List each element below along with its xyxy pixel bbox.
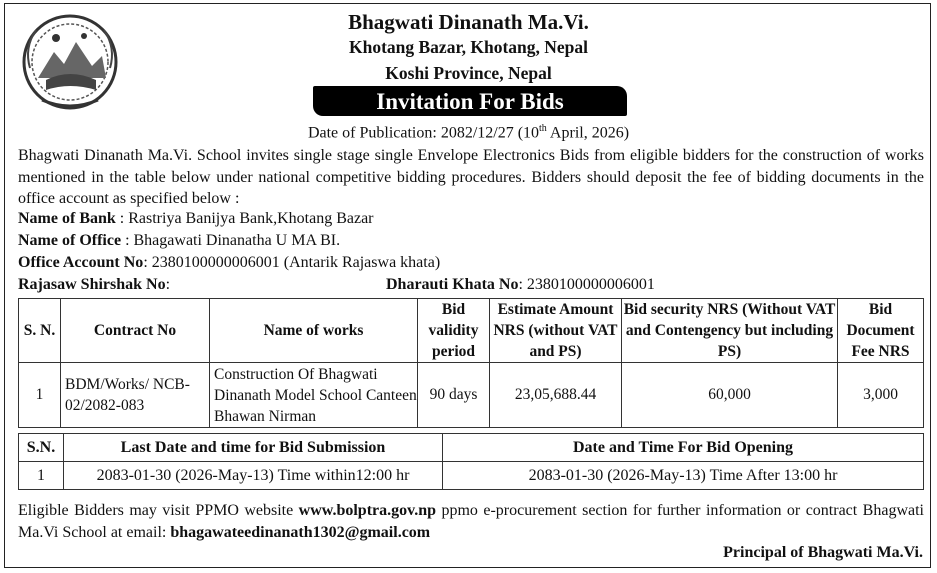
cell-bid-security: 60,000: [622, 363, 838, 428]
works-table-header: [19, 299, 924, 363]
intro-paragraph: Bhagwati Dinanath Ma.Vi. School invites single stage single Envelope Electronics Bids from eligible bidders for the construction of works mentioned in the table below under national competitive bidding procedures. Bidders should deposit the fee of bidding documents in the office account as specified below :: [18, 147, 924, 207]
publication-date: Date of Publication: 2082/12/27 (10th April, 2026): [307, 123, 630, 142]
address-line-1: Khotang Bazar, Khotang, Nepal: [348, 37, 589, 57]
cell-name-of-works: Construction Of Bhagwati Dinanath Model School Canteen Bhawan Nirman: [210, 363, 418, 428]
cell-validity: 90 days: [418, 363, 490, 428]
cell-contract-no: BDM/Works/ NCB-02/2082-083: [61, 363, 210, 428]
dates-table: [18, 433, 924, 490]
banner-title: Invitation For Bids: [313, 86, 627, 116]
bank-line: Name of Bank : Rastriya Banijya Bank,Khotang Bazar: [18, 210, 374, 227]
signature: Principal of Bhagwati Ma.Vi.: [723, 544, 923, 561]
dates-table-header: [19, 434, 924, 462]
email-link[interactable]: bhagawateedinanath1302@gmail.com: [170, 523, 431, 541]
col-doc-fee: Bid Document Fee NRS: [838, 299, 924, 363]
col-opening: Date and Time For Bid Opening: [443, 434, 924, 462]
cell-sn: 1: [19, 363, 61, 428]
works-table: [18, 298, 924, 428]
col-sn: S. N.: [19, 299, 61, 363]
col-sn: S.N.: [19, 434, 64, 462]
col-contract-no: Contract No: [61, 299, 210, 363]
dharauti-line: Dharauti Khata No: 2380100000006001: [386, 276, 655, 293]
table-row: [19, 363, 924, 428]
col-submission: Last Date and time for Bid Submission: [64, 434, 443, 462]
cell-submission: 2083-01-30 (2026-May-13) Time within12:00 hr: [64, 462, 443, 490]
table-row: [19, 462, 924, 490]
address-line-2: Koshi Province, Nepal: [385, 63, 552, 83]
website-link[interactable]: www.bolptra.gov.np: [298, 502, 437, 519]
account-line: Office Account No: 2380100000006001 (Antarik Rajaswa khata): [18, 254, 441, 271]
footer-paragraph: Eligible Bidders may visit PPMO website www.bolptra.gov.np ppmo e-procurement section for further information or contract Bhagwati Ma.Vi School at email: bhagawateedinanath1302@gmail.com: [18, 502, 924, 541]
col-bid-security: Bid security NRS (Without VAT and Contengency but including PS): [622, 299, 838, 363]
col-name-of-works: Name of works: [210, 299, 418, 363]
col-validity: Bid validity period: [418, 299, 490, 363]
cell-estimate: 23,05,688.44: [490, 363, 622, 428]
school-name: Bhagwati Dinanath Ma.Vi.: [348, 10, 589, 34]
col-estimate: Estimate Amount NRS (without VAT and PS): [490, 299, 622, 363]
cell-sn: 1: [19, 462, 64, 490]
rajasaw-line: Rajasaw Shirshak No:: [18, 276, 171, 293]
cell-doc-fee: 3,000: [838, 363, 924, 428]
cell-opening: 2083-01-30 (2026-May-13) Time After 13:00 hr: [443, 462, 924, 490]
office-line: Name of Office : Bhagawati Dinanatha U MA BI.: [18, 232, 341, 249]
